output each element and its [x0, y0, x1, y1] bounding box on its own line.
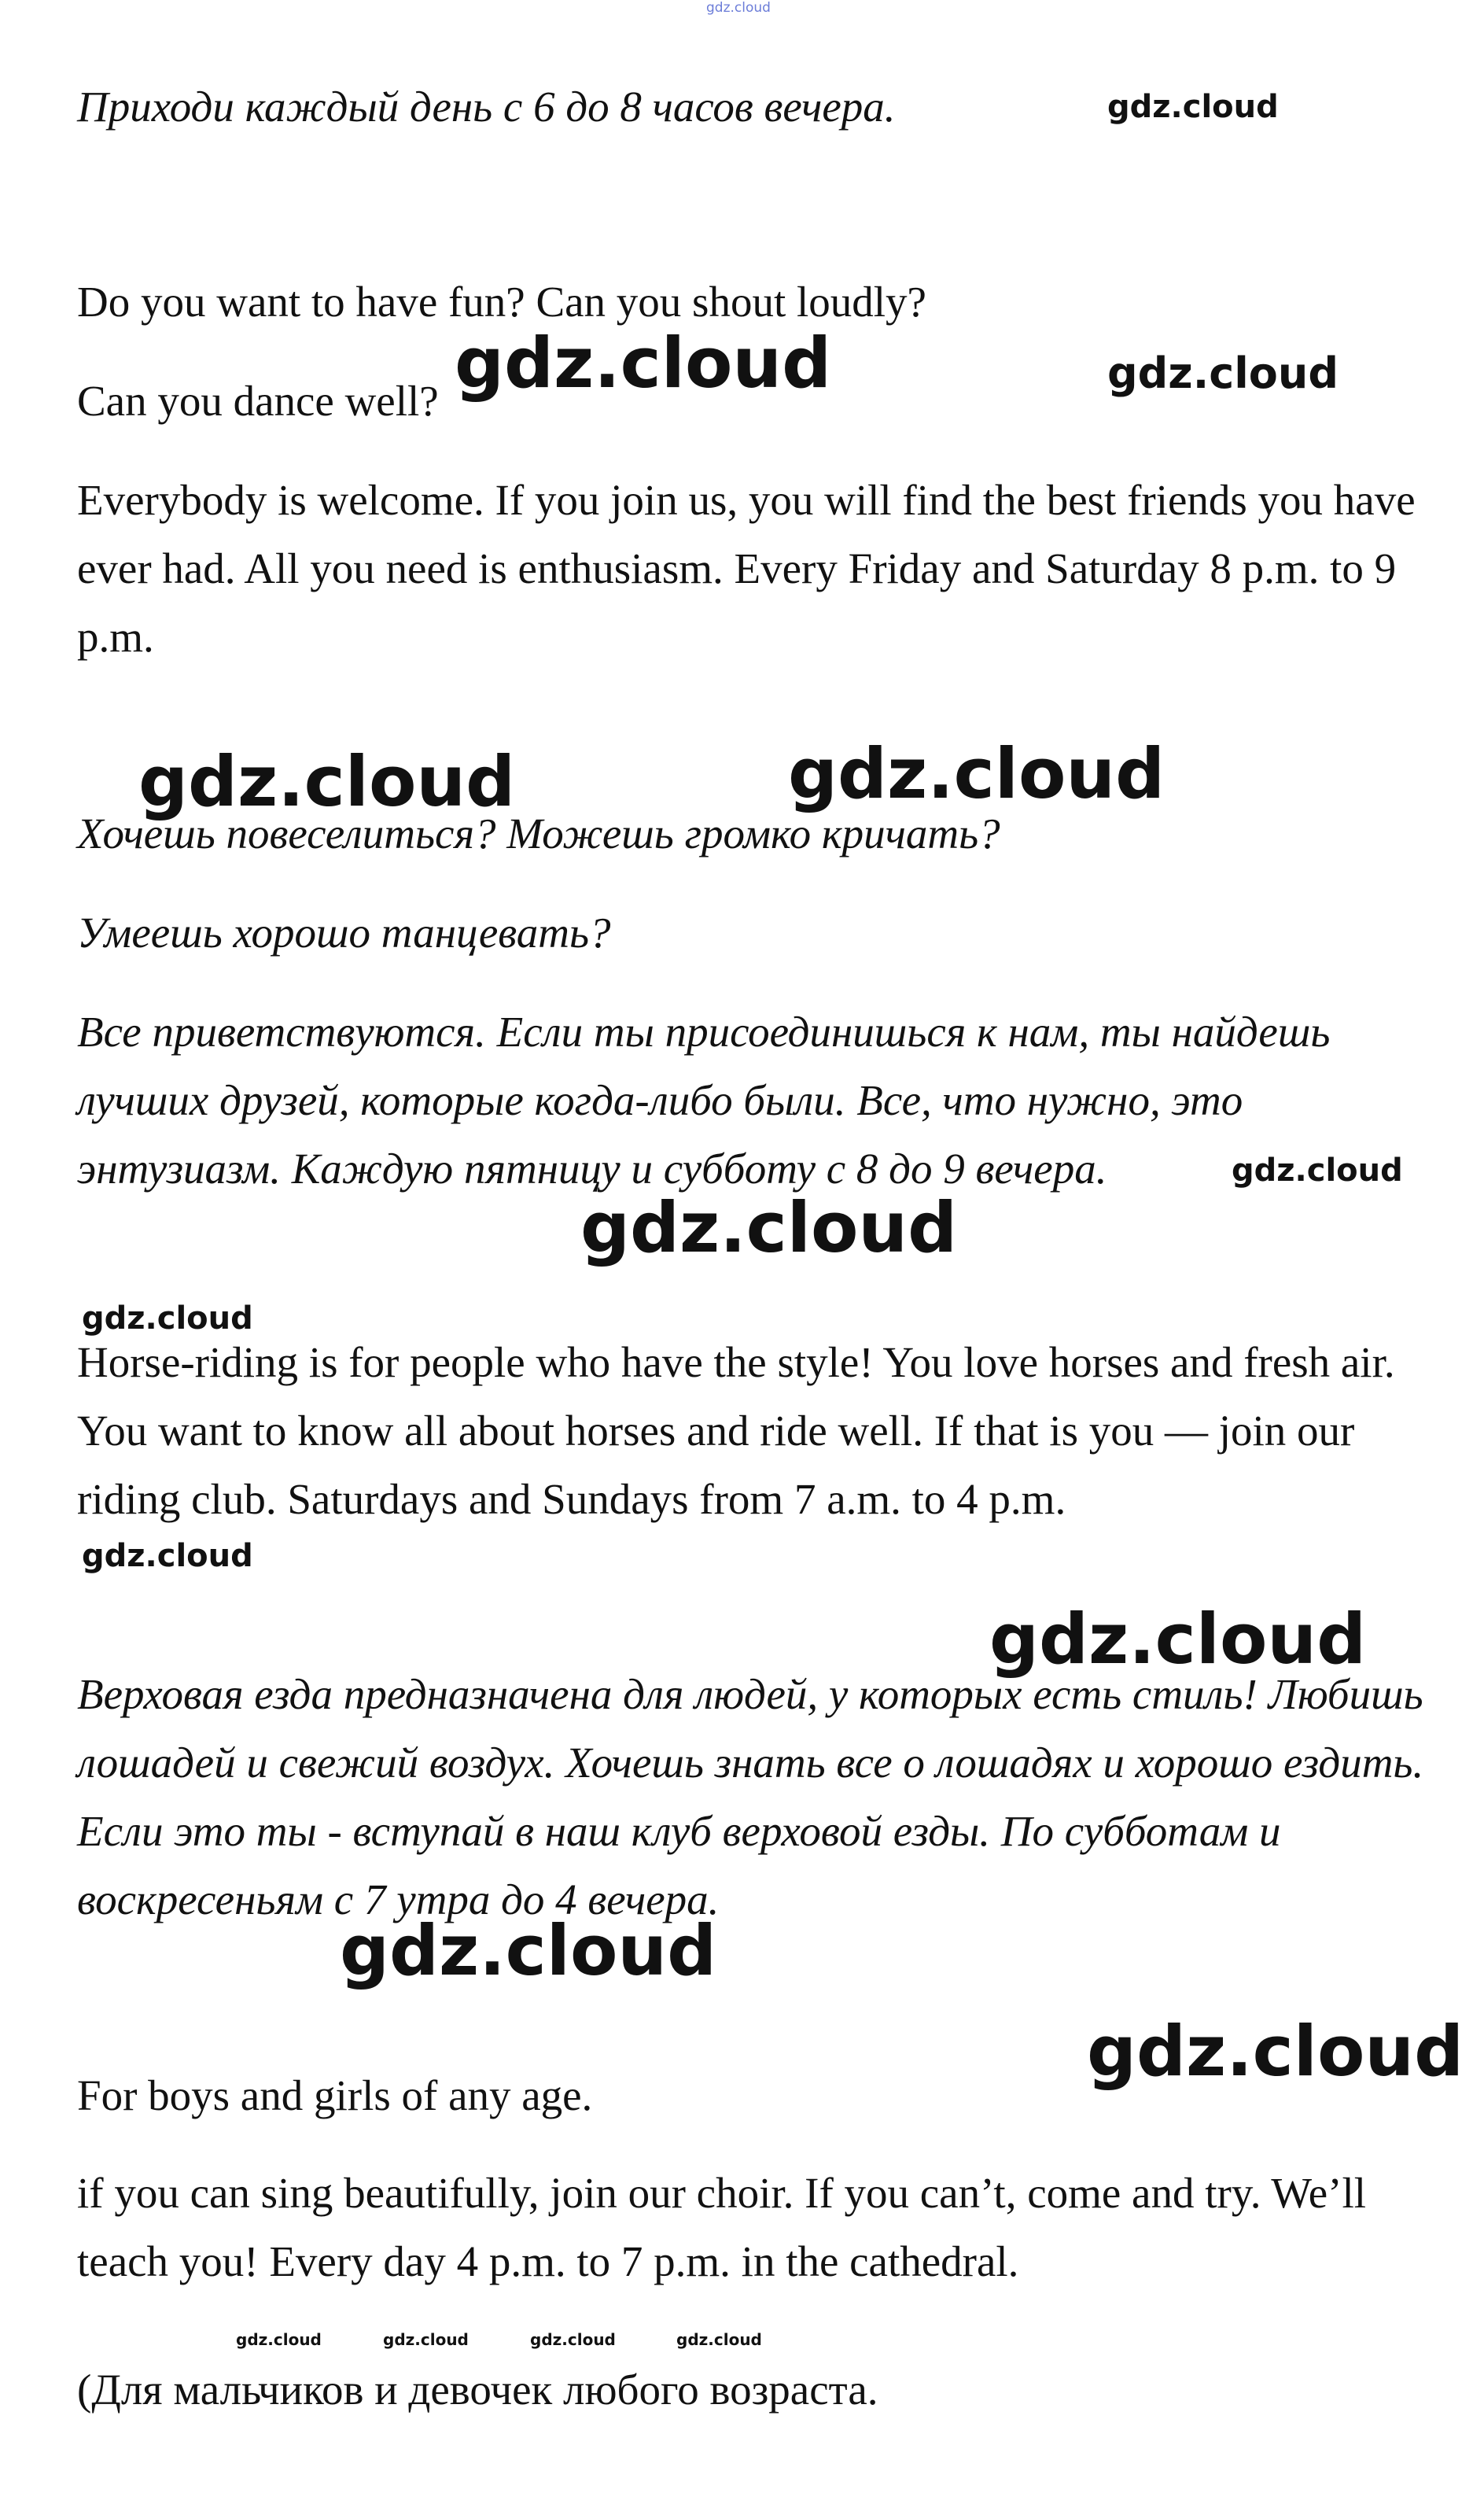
ru-fun-question-1: Хочешь повеселиться? Можешь громко кричать?	[77, 809, 1000, 857]
en-choir-paragraph: if you can sing beautifully, join our choir. If you can’t, come and try. We’ll teach you! Every day 4 p.m. to 7 p.m. in the cathedral.	[77, 2169, 1367, 2285]
ru-fun-paragraph: Все приветствуются. Если ты присоединишься к нам, ты найдешь лучших друзей, которые когда-либо были. Все, что нужно, это энтузиазм. Каждую пятницу и субботу с 8 до 9 вечера.	[77, 1008, 1331, 1193]
watermark: gdz.cloud	[1107, 349, 1339, 398]
en-choir-line: For boys and girls of any age.	[77, 2071, 593, 2119]
watermark: gdz.cloud	[383, 2330, 469, 2349]
watermark: gdz.cloud	[1232, 1152, 1403, 1189]
watermark: gdz.cloud	[236, 2330, 322, 2349]
en-fun-question-2: Can you dance well?	[77, 377, 439, 425]
watermark: gdz.cloud	[530, 2330, 616, 2349]
watermark: gdz.cloud	[138, 741, 516, 822]
watermark: gdz.cloud	[1087, 2011, 1464, 2092]
watermark: gdz.cloud	[1107, 89, 1279, 125]
watermark: gdz.cloud	[580, 1187, 958, 1268]
en-horse-paragraph: Horse-riding is for people who have the style! You love horses and fresh air. You want to know all about horses and ride well. If that is you — join our riding club. Saturdays and Sundays from 7 a.m. to 4 p.m.	[77, 1338, 1395, 1523]
watermark: gdz.cloud	[82, 1300, 253, 1337]
watermark: gdz.cloud	[989, 1599, 1367, 1680]
watermark: gdz.cloud	[788, 733, 1165, 814]
watermark: gdz.cloud	[82, 1538, 253, 1574]
en-fun-paragraph: Everybody is welcome. If you join us, you will find the best friends you have ever had. All you need is enthusiasm. Every Friday and Saturday 8 p.m. to 9 p.m.	[77, 476, 1416, 661]
en-fun-question-1: Do you want to have fun? Can you shout loudly?	[77, 278, 926, 326]
watermark-top: gdz.cloud	[706, 0, 771, 16]
watermark: gdz.cloud	[340, 1910, 717, 1991]
ru-fun-question-2: Умеешь хорошо танцевать?	[77, 909, 611, 957]
ru-intro-paragraph: Приходи каждый день с 6 до 8 часов вечера.	[77, 83, 896, 131]
ru-horse-paragraph: Верховая езда предназначена для людей, у которых есть стиль! Любишь лошадей и свежий воздух. Хочешь знать все о лошадях и хорошо ездить. Если это ты - вступай в наш клуб верховой езды. По субботам и воскресеньям с 7 утра до 4 вечера.	[77, 1670, 1424, 1923]
watermark: gdz.cloud	[676, 2330, 762, 2349]
ru-choir-line: (Для мальчиков и девочек любого возраста.	[77, 2366, 878, 2414]
watermark: gdz.cloud	[455, 323, 832, 404]
